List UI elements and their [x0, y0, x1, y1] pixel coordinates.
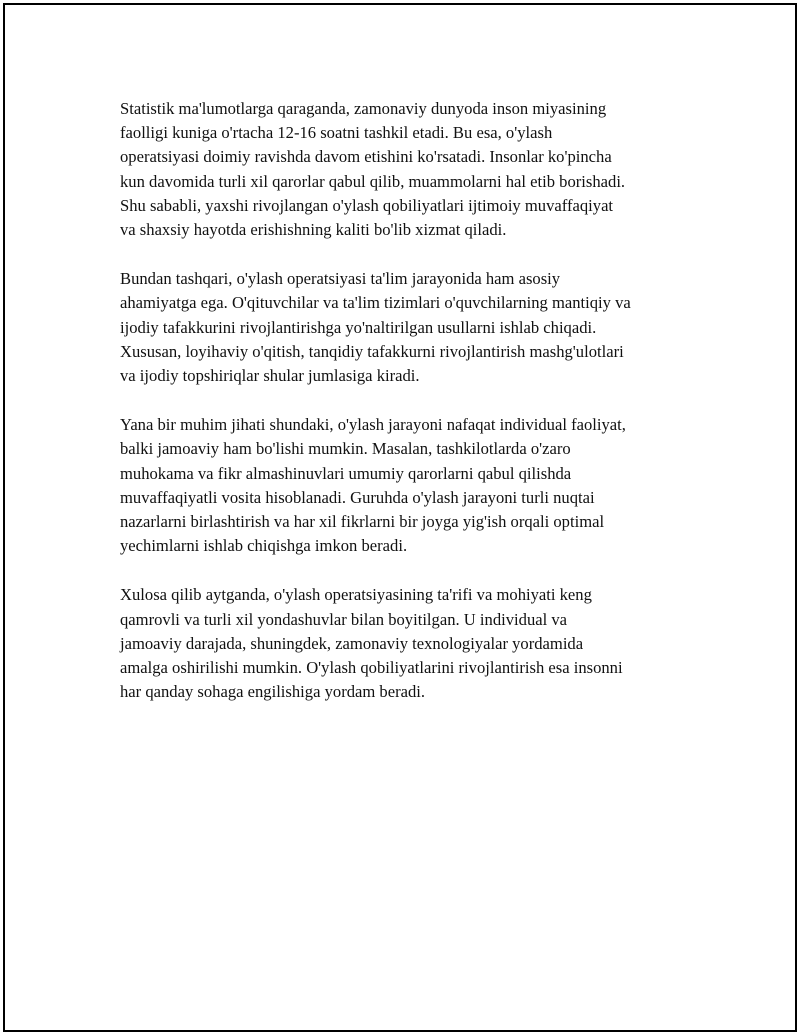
paragraph-line: va shaxsiy hayotda erishishning kaliti bo'lib xizmat qiladi. [120, 220, 507, 240]
paragraph-line: faolligi kuniga o'rtacha 12-16 soatni tashkil etadi. Bu esa, o'ylash [120, 123, 553, 143]
paragraph-line: Xulosa qilib aytganda, o'ylash operatsiyasining ta'rifi va mohiyati keng [120, 585, 592, 605]
paragraph-line: Yana bir muhim jihati shundaki, o'ylash jarayoni nafaqat individual faoliyat, [120, 415, 626, 435]
paragraph-line: Shu sababli, yaxshi rivojlangan o'ylash qobiliyatlari ijtimoiy muvaffaqiyat [120, 195, 614, 215]
paragraph-line: va ijodiy topshiriqlar shular jumlasiga kiradi. [120, 366, 420, 386]
document-body [120, 97, 695, 729]
paragraph-line: kun davomida turli xil qarorlar qabul qilib, muammolarni hal etib borishadi. [120, 171, 626, 191]
paragraph-line: amalga oshirilishi mumkin. O'ylash qobiliyatlarini rivojlantirish esa insonni [120, 658, 623, 678]
paragraph-line: muvaffaqiyatli vosita hisoblanadi. Guruhda o'ylash jarayoni turli nuqtai [120, 487, 595, 507]
paragraph-statistics [120, 97, 695, 242]
paragraph-line: operatsiyasi doimiy ravishda davom etishini ko'rsatadi. Insonlar ko'pincha [120, 147, 612, 167]
paragraph-line: muhokama va fikr almashinuvlari umumiy qarorlarni qabul qilishda [120, 463, 572, 483]
paragraph-line: Bundan tashqari, o'ylash operatsiyasi ta'lim jarayonida ham asosiy [120, 269, 561, 289]
document-page [3, 3, 797, 1032]
paragraph-line: qamrovli va turli xil yondashuvlar bilan boyitilgan. U individual va [120, 609, 568, 629]
paragraph-line: ijodiy tafakkurini rivojlantirishga yo'naltirilgan usullarni ishlab chiqadi. [120, 317, 597, 337]
paragraph-conclusion [120, 583, 695, 704]
paragraph-line: yechimlarni ishlab chiqishga imkon beradi. [120, 536, 408, 556]
paragraph-line: Xususan, loyihaviy o'qitish, tanqidiy tafakkurni rivojlantirish mashg'ulotlari [120, 341, 624, 361]
paragraph-line: har qanday sohaga engilishiga yordam beradi. [120, 682, 426, 702]
paragraph-education [120, 267, 695, 388]
paragraph-line: Statistik ma'lumotlarga qaraganda, zamonaviy dunyoda inson miyasining [120, 99, 607, 118]
paragraph-line: nazarlarni birlashtirish va har xil fikrlarni bir joyga yig'ish orqali optimal [120, 512, 605, 532]
paragraph-line: balki jamoaviy ham bo'lishi mumkin. Masalan, tashkilotlarda o'zaro [120, 439, 571, 459]
paragraph-line: jamoaviy darajada, shuningdek, zamonaviy texnologiyalar yordamida [120, 633, 584, 653]
paragraph-line: ahamiyatga ega. O'qituvchilar va ta'lim tizimlari o'quvchilarning mantiqiy va [120, 293, 631, 313]
paragraph-collective [120, 413, 695, 558]
